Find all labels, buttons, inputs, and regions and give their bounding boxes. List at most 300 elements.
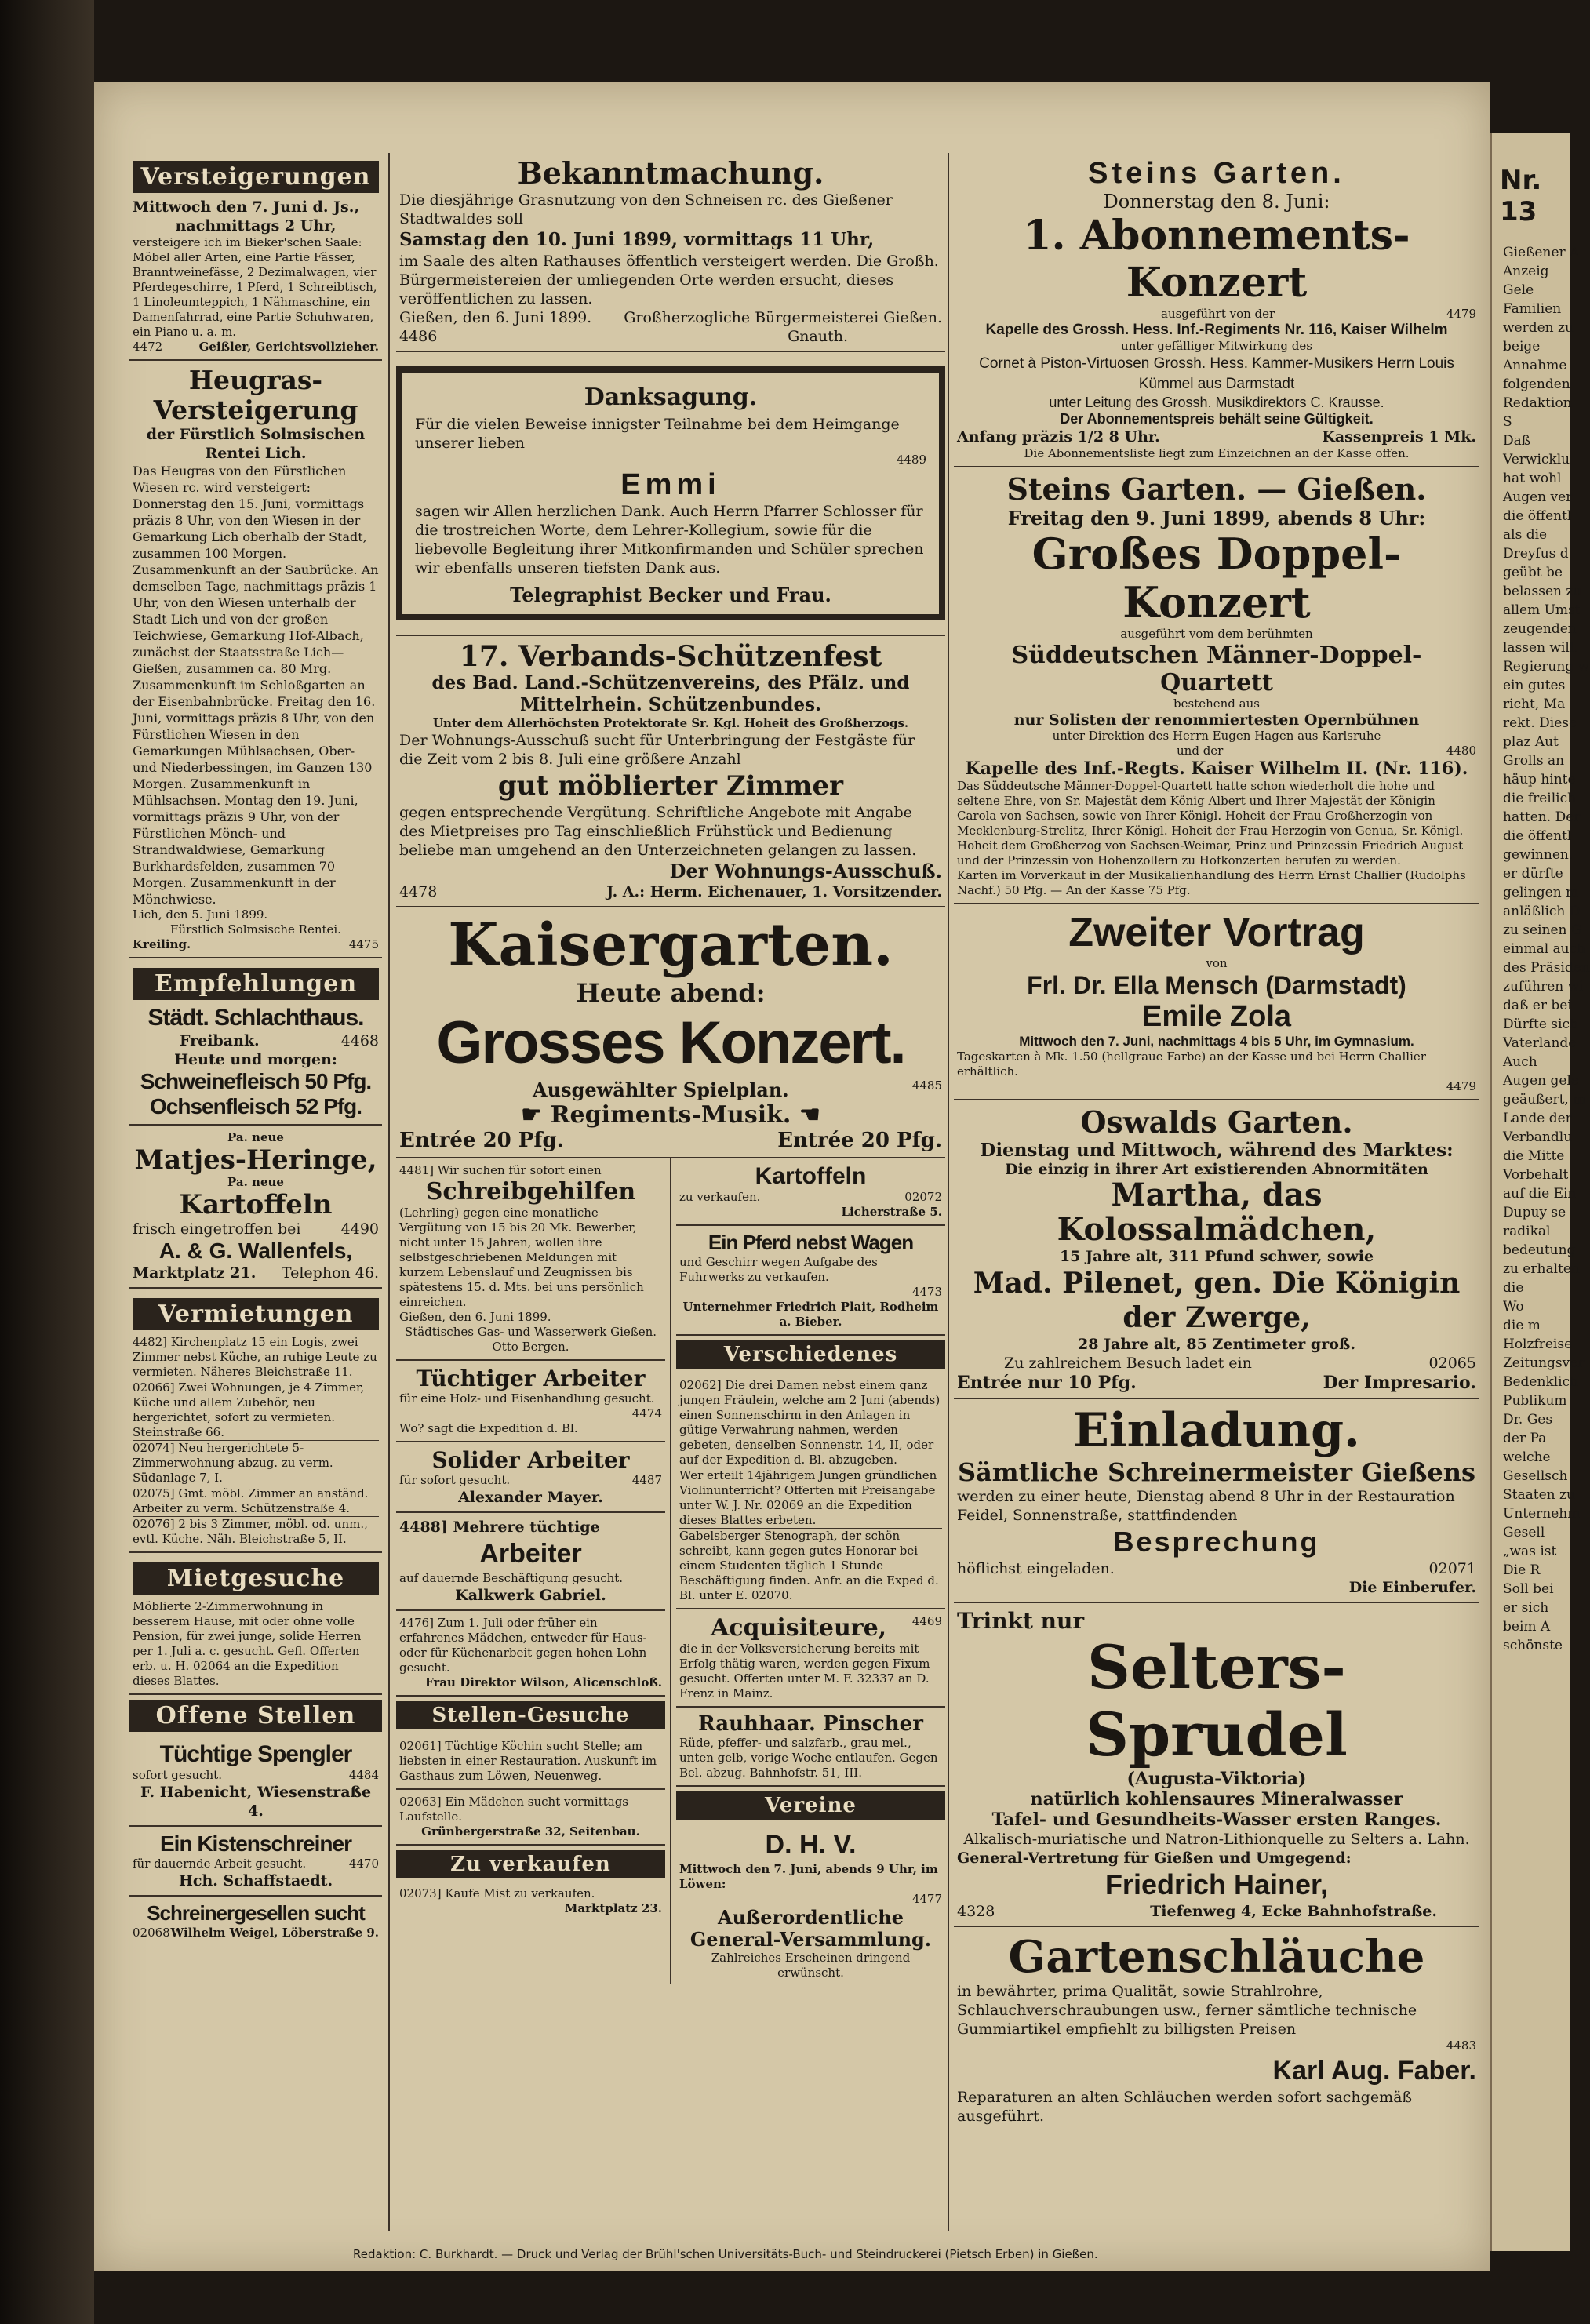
verschiedenes-item: Wer erteilt 14jährigem Jungen gründlichen Violinunterricht? Offerten mit Preisangabe unter W. J. Nr. 02069 an die Expedition dieses Blattes erbeten. [679, 1468, 942, 1529]
faber-name: Karl Aug. Faber. [1272, 2056, 1476, 2086]
verschiedenes-item: 02062] Die drei Damen nebst einem ganz jungen Fräulein, welche am 2 Juni (abends) einen Sonnenschirm in den Anlagen in gütige Verwahrung nahmen, werden gebeten, denselben Sonnenstr. 14, II, oder auf der Expedition d. Bl. abzugeben. [679, 1378, 942, 1468]
abo-kapelle: Kapelle des Grossh. Hess. Inf.-Regiments Nr. 116, Kaiser Wilhelm [985, 322, 1448, 338]
pferd-title: Ein Pferd nebst Wagen [708, 1231, 914, 1254]
vortrag-ad [954, 904, 1479, 1100]
quartett-name: Süddeutschen Männer-Doppel-Quartett [1011, 642, 1422, 696]
bekanntmachung-date: Samstag den 10. Juni 1899, vormittags 11 Uhr, [399, 229, 875, 250]
column-1 [129, 151, 382, 2239]
abo-leitung: unter Leitung des Grossh. Musikdirektors C. Krausse. [1049, 395, 1384, 410]
adjacent-page-line: Grolls an [1503, 753, 1565, 769]
adjacent-page-line: belassen zu [1503, 584, 1582, 599]
column-3 [954, 151, 1479, 2239]
schreinermeister-title: Sämtliche Schreinermeister Gießens [957, 1457, 1476, 1487]
rental-item: 02076] 2 bis 3 Zimmer, möbl. od. unm., evtl. Küche. Näh. Bleichstraße 5, II. [133, 1517, 368, 1546]
abo-anfang: Anfang präzis 1/2 8 Uhr. [957, 428, 1160, 446]
adjacent-page-line: „was ist [1503, 1544, 1557, 1559]
adjacent-page-text [1492, 243, 1590, 1655]
ad-number: 4468 [340, 1032, 379, 1049]
regiment-music [399, 1101, 942, 1129]
adjacent-page-line: radikal [1503, 1224, 1551, 1239]
pa-neue-label: Pa. neue [227, 1175, 284, 1189]
hainer-address: Tiefenweg 4, Ecke Bahnhofstraße. [1150, 1903, 1437, 1920]
adjacent-page-line: der Pa [1503, 1431, 1547, 1446]
schreibgehilfe-place: Gießen, den 6. Juni 1899. [399, 1310, 551, 1324]
doppel-konzert-date: Freitag den 9. Juni 1899, abends 8 Uhr: [1007, 507, 1426, 529]
schreibgehilfe-signature: Städtisches Gas- und Wasserwerk Gießen. [404, 1325, 657, 1339]
rental-item: 02066] Zwei Wohnungen, je 4 Zimmer, Küche und allem Zubehör, neu hergerichtet, sofort zu vermieten. Steinstraße 66. [133, 1380, 379, 1441]
solisten: nur Solisten der renommiertesten Opernbühnen [1013, 711, 1420, 729]
pinscher-ad [676, 1708, 945, 1787]
danksagung-frame [396, 366, 945, 620]
oswalds-entry: Entrée nur 10 Pfg. [957, 1373, 1137, 1393]
selters-body: natürlich kohlensaures Mineralwasser [1030, 1789, 1403, 1809]
adjacent-page-line: gewinnen. [1503, 847, 1574, 863]
adjacent-page-strip [1490, 133, 1590, 2251]
selters-vertretung: General-Vertretung für Gießen und Umgegend: [957, 1849, 1352, 1867]
solider-arbeiter-name: Alexander Mayer. [458, 1489, 603, 1506]
section-header-stellen-gesuche: Stellen-Gesuche [396, 1701, 665, 1729]
verkauf-ad [396, 1883, 665, 1919]
pilenet-body: 28 Jahre alt, 85 Zentimeter groß. [1078, 1336, 1355, 1353]
dhv-note: Zahlreiches Erscheinen dringend erwünscht. [711, 1951, 911, 1980]
schreibgehilfe-lead: 4481] Wir suchen für sofort einen [399, 1163, 602, 1177]
column-rule [948, 153, 949, 2231]
ad-number: 02072 [904, 1190, 942, 1204]
adjacent-page-line: Lande der [1503, 1111, 1572, 1126]
schreibgehilfe-name: Otto Bergen. [492, 1340, 569, 1354]
dhv-body: Mittwoch den 7. Juni, abends 9 Uhr, im Löwen: [679, 1862, 938, 1891]
pointing-hand-icon: ☚ [791, 1101, 820, 1129]
classified-left [396, 1158, 671, 1984]
adjacent-page-line: die öffentl [1503, 508, 1572, 524]
column-2 [396, 151, 945, 2239]
adjacent-page-line: häup hinte [1503, 772, 1576, 787]
kartoffeln-ad [676, 1158, 945, 1226]
ad-number: 4479 [1446, 307, 1476, 321]
adjacent-page-line: Vaterlande [1503, 1035, 1577, 1051]
adjacent-page-line: Verbandlu [1503, 1129, 1573, 1145]
pointing-hand-icon: ☛ [521, 1101, 551, 1129]
vortrag-speaker: Frl. Dr. Ella Mensch (Darmstadt) [1027, 971, 1406, 999]
rental-item: 02075] Gmt. möbl. Zimmer an anständ. Arbeiter zu verm. Schützenstraße 4. [133, 1486, 379, 1517]
adjacent-page-line: Dupuy se [1503, 1205, 1566, 1220]
adjacent-page-line: zu seinen G [1503, 922, 1582, 938]
vortrag-date: Mittwoch den 7. Juni, nachmittags 4 bis 5 Uhr, im Gymnasium. [1019, 1034, 1414, 1049]
rentals-section [129, 1289, 382, 1553]
selters-lead: Trinkt nur [957, 1608, 1085, 1634]
ad-number: 4484 [348, 1768, 379, 1782]
kistenschreiner-ad [129, 1827, 382, 1897]
auction-time: nachmittags 2 Uhr, [175, 217, 337, 235]
vortrag-title: Zweiter Vortrag [1068, 910, 1365, 955]
pferd-body: und Geschirr wegen Aufgabe des Fuhrwerks zu verkaufen. [679, 1255, 878, 1284]
martha-title: Martha, das Kolossalmädchen, [1057, 1177, 1377, 1248]
schlachthaus-title: Städt. Schlachthaus. [147, 1005, 364, 1031]
section-header-offene-stellen: Offene Stellen [129, 1700, 382, 1732]
ad-number: 4486 [399, 328, 438, 345]
selters-body: Tafel- und Gesundheits-Wasser ersten Ranges. [991, 1809, 1442, 1830]
pferd-signature: Unternehmer Friedrich Plait, Rodheim a. Bieber. [682, 1300, 939, 1329]
adjacent-page-line: Zeitungsver [1503, 1355, 1585, 1371]
adjacent-page-line: des Präsiden [1503, 960, 1590, 976]
ad-number: 4470 [348, 1857, 379, 1871]
verschiedenes-item: Gabelsberger Stenograph, der schön schreibt, kann gegen gutes Honorar bei einem Studenten täglich 1 Stunde Beschäftigung finden. Anfr. an die Exped d. Bl. unter E. 02070. [679, 1529, 939, 1602]
ad-number: 4490 [340, 1220, 379, 1238]
kalkwerk-ad [396, 1513, 665, 1611]
kartoffeln-sale-address: Licherstraße 5. [841, 1205, 942, 1219]
adjacent-page-line: beim A [1503, 1619, 1551, 1635]
adjacent-page-line: die öffentl [1503, 828, 1572, 844]
abo-kasse: Kassenpreis 1 Mk. [1322, 428, 1476, 446]
adjacent-page-line: gelingen m [1503, 885, 1579, 900]
adjacent-page-line: Holzfreise [1503, 1337, 1573, 1352]
abo-by: ausgeführt von der [1161, 307, 1275, 321]
heugras-title: Heugras-Versteigerung [153, 365, 358, 425]
adjacent-page-line: Redaktion [1503, 395, 1572, 411]
adjacent-page-line: welche [1503, 1449, 1551, 1465]
spengler-title: Tüchtige Spengler [159, 1741, 352, 1767]
einladung-ad [954, 1399, 1479, 1603]
kartoffeln-sale-title: Kartoffeln [755, 1163, 867, 1189]
today-tomorrow: Heute und morgen: [174, 1051, 337, 1068]
acquisiteure-body: die in der Volksversicherung bereits mit Erfolg thätig waren, werden gegen Fixum gesucht. Offerten unter M. F. 32337 an D. Frenz in Mainz. [679, 1642, 930, 1700]
kalkwerk-body: auf dauernde Beschäftigung gesucht. [399, 1571, 624, 1585]
section-header-vermietungen: Vermietungen [133, 1298, 379, 1330]
oswalds-garten-date: Dienstag und Mittwoch, während des Marktes: [980, 1140, 1454, 1161]
verkauf-address: Marktplatz 23. [564, 1901, 662, 1915]
pinscher-body: Rüde, pfeffer- und salzfarb., grau mel., unten gelb, vorige Woche entlaufen. Gegen Bel. abzug. Bahnhofstr. 51, III. [679, 1736, 938, 1780]
adjacent-page-line: einmal auch [1503, 941, 1586, 957]
schuetzenfest-title: 17. Verbands-Schützenfest [459, 640, 882, 673]
abo-unter: unter gefälliger Mitwirkung des [1121, 339, 1312, 353]
spengler-text: sofort gesucht. [133, 1768, 222, 1782]
wallenfels-address: Marktplatz 21. [133, 1264, 257, 1282]
adjacent-page-line: Soll bei [1503, 1581, 1554, 1597]
ad-number: 4485 [911, 1078, 942, 1093]
wallenfels-phone: Telephon 46. [281, 1264, 379, 1282]
gartenschlaeuche-body: in bewährter, prima Qualität, sowie Strahlrohre, Schlauchverschraubungen usw., ferner sämtliche technische Gummiartikel empfiehlt zu billigsten Preisen [957, 1983, 1417, 2038]
dhv-meeting: Außerordentliche General-Versammlung. [689, 1906, 932, 1951]
stellen-gesuche-ad [396, 1734, 665, 1790]
abo-preis: Der Abonnementspreis behält seine Gültigkeit. [1060, 411, 1374, 427]
adjacent-page-line: hatten. Der [1503, 809, 1581, 825]
ad-number: 4487 [631, 1473, 662, 1487]
selters-ad [954, 1603, 1479, 1927]
adjacent-page-line: zu erhalten [1503, 1261, 1580, 1277]
arbeiter-body: für eine Holz- und Eisenhandlung gesucht. [399, 1391, 655, 1406]
kaisergarten-ad [396, 907, 945, 1158]
adjacent-page-line: zuführen wi [1503, 979, 1584, 995]
pa-neue-label: Pa. neue [227, 1130, 284, 1144]
kistenschreiner-text: für dauernde Arbeit gesucht. [133, 1857, 307, 1871]
impresario: Der Impresario. [1323, 1373, 1476, 1393]
adjacent-page-line: Dr. Ges [1503, 1412, 1553, 1427]
adjacent-page-line: allem Umst [1503, 602, 1581, 618]
adjacent-page-line: Die R [1503, 1562, 1541, 1578]
schuetzenfest-body: Der Wohnungs-Ausschuß sucht für Unterbringung der Festgäste für die Zeit vom 2 bis 8. Juli eine größere Anzahl [399, 732, 915, 768]
ad-number: 02071 [1428, 1560, 1476, 1577]
adjacent-page-line: auf die Ein [1503, 1186, 1577, 1202]
kapelle-kaiser-wilhelm: Kapelle des Inf.-Regts. Kaiser Wilhelm II. (Nr. 116). [965, 758, 1468, 779]
adjacent-page-line: hat wohl [1503, 471, 1562, 486]
tonight-label: Heute abend: [576, 978, 766, 1008]
newspaper-page [94, 82, 1490, 2271]
kartoffeln-sale-body: zu verkaufen. [679, 1190, 761, 1204]
adjacent-page-line: Familien [1503, 301, 1562, 317]
ad-number: 02065 [1428, 1355, 1476, 1372]
acquisiteure-ad [676, 1609, 945, 1708]
adjacent-page-number: Nr. 13 [1500, 165, 1542, 227]
abo-cornet: Cornet à Piston-Virtuosen Grossh. Hess. Kammer-Musikers Herrn Louis Kümmel aus Darmstadt [979, 355, 1454, 392]
arbeiter-title: Tüchtiger Arbeiter [416, 1366, 646, 1391]
bekanntmachung-signature: Großherzogliche Bürgermeisterei Gießen. [624, 309, 942, 326]
und-der: und der [1177, 744, 1224, 758]
ad-number: 4328 [957, 1903, 995, 1920]
adjacent-page-line: Vorbehalt [1503, 1167, 1569, 1183]
adjacent-page-line: er dürfte [1503, 866, 1563, 882]
schuetzenfest-subtitle: des Bad. Land.-Schützenvereins, des Pfälz. und Mittelrhein. Schützenbundes. [431, 672, 910, 715]
wallenfels-name: A. & G. Wallenfels, [158, 1238, 353, 1263]
auction-ad [129, 151, 382, 361]
heugras-place: Lich, den 5. Juni 1899. [133, 907, 268, 922]
entry-price: Entrée 20 Pfg. [777, 1129, 942, 1152]
adjacent-page-line: daß er bei [1503, 998, 1572, 1013]
kalkwerk-title: Arbeiter [479, 1539, 582, 1569]
dhv-title: D. H. V. [765, 1830, 857, 1860]
ad-number: 4489 [896, 453, 926, 467]
heugras-signature: Fürstlich Solmsische Rentei. [170, 922, 341, 937]
schuetzenfest-signature: J. A.: Herm. Eichenauer, 1. Vorsitzender. [606, 883, 942, 900]
solider-arbeiter-body: für sofort gesucht. [399, 1473, 511, 1487]
adjacent-page-line: Daß [1503, 433, 1531, 449]
steins-garten-title: Steins Garten. [1088, 157, 1345, 190]
hainer-name: Friedrich Hainer, [1104, 1868, 1329, 1900]
doppel-konzert-ad [954, 467, 1479, 904]
entry-price: Entrée 20 Pfg. [399, 1129, 564, 1152]
adjacent-page-line: Augen gele [1503, 1073, 1579, 1089]
gartenschlaeuche-title: Gartenschläuche [1008, 1931, 1425, 1983]
schuetzenfest-committee: Der Wohnungs-Ausschuß. [669, 860, 942, 882]
doppel-konzert-body: Das Süddeutsche Männer-Doppel-Quartett hatte schon wiederholt die hohe und seltene Ehre, von Sr. Majestät dem König Albert und Ihrer Majestät der Königin Carola von Sachsen, sowie von Ihrer Königl. Hoheit der Frau Großherzogin von Mecklenburg-Strelitz, Ihrer Königl. Hoheit der Frau Herzogin von Genua, Sr. Königl. Hoheit dem Großherzog von Sachsen-Weimar, Prinz und Prinzessin Friedrich August und der Prinzessin von Hohenzollern zu Hofkonzerten berufen zu werden. [957, 779, 1464, 867]
imprint-footer: Redaktion: C. Burkhardt. — Druck und Verlag der Brühl'schen Universitäts-Buch- und Steindruckerei (Pietsch Erben) in Gießen. [353, 2247, 1098, 2261]
auction-body: versteigere ich im Bieker'schen Saale: Möbel aller Arten, eine Partie Fässer, Branntweinefässe, 2 Dezimalwagen, vier Pferdegeschirre, 1 Pferd, 1 Schreibtisch, 1 Linoleumteppich, 1 Nähmaschine, ein Damenfahrrad, eine Partie Schuhwaren, ein Piano u. a. m. [133, 235, 377, 339]
adjacent-page-line: Gesell [1503, 1525, 1545, 1540]
adjacent-page-line: Dreyfus d [1503, 546, 1569, 562]
adjacent-page-line: Augen ver [1503, 489, 1573, 505]
wanted-rental-body: Möblierte 2-Zimmerwohnung in besserem Hause, mit oder ohne volle Pension, für zwei junge, solide Herren per 1. Juli a. c. gesucht. Gefl. Offerten erb. u. H. 02064 an die Expedition dieses Blattes. [133, 1599, 362, 1688]
einladung-title: Einladung. [1073, 1403, 1360, 1458]
bekanntmachung-place: Gießen, den 6. Juni 1899. [399, 309, 592, 326]
bekanntmachung-body: im Saale des alten Rathauses öffentlich versteigert werden. Die Großh. Bürgermeistereien der umliegenden Orte werden ersucht, dieses veröffentlichen zu lassen. [399, 253, 939, 307]
ad-number: 4472 [133, 340, 163, 354]
heugras-name: Kreiling. [133, 937, 191, 951]
einladung-body: werden zu einer heute, Dienstag abend 8 Uhr in der Restauration Feidel, Sonnenstraße, stattfindenden [957, 1488, 1455, 1524]
abo-liste: Die Abonnementsliste liegt zum Einzeichnen an der Kasse offen. [1024, 446, 1410, 460]
auction-date: Mittwoch den 7. Juni d. Js., [133, 198, 359, 216]
column-rule [388, 153, 390, 2231]
selters-title: Selters-Sprudel [1086, 1632, 1348, 1769]
rental-item: 4482] Kirchenplatz 15 ein Logis, zwei Zimmer nebst Küche, an ruhige Leute zu vermieten. Näheres Bleichstraße 11. [133, 1335, 379, 1380]
heugras-subtitle: der Fürstlich Solmsischen Rentei Lich. [146, 426, 366, 462]
einberufer: Die Einberufer. [1348, 1579, 1476, 1596]
maedchen-address: Grünbergerstraße 32, Seitenbau. [421, 1824, 640, 1838]
adjacent-page-line: plaz Aut [1503, 734, 1559, 750]
danksagung-name: Emmi [620, 468, 721, 501]
schreinergesellen-title: Schreinergesellen sucht [147, 1901, 365, 1925]
selters-body: Alkalisch-muriatische und Natron-Lithionquelle zu Selters a. Lahn. [963, 1831, 1470, 1848]
arbeiter-expedition: Wo? sagt die Expedition d. Bl. [399, 1421, 578, 1435]
solisten-direction: unter Direktion des Herrn Eugen Hagen aus Karlsruhe [1052, 729, 1381, 743]
konzert-title: Grosses Konzert. [436, 1009, 905, 1076]
classified-columns [396, 1158, 945, 1984]
section-header-empfehlungen: Empfehlungen [133, 968, 379, 1000]
steins-garten-date: Donnerstag den 8. Juni: [1103, 191, 1330, 213]
bekanntmachung-ad [396, 151, 945, 352]
ad-number: 4478 [399, 883, 438, 900]
kalkwerk-lead: 4488] Mehrere tüchtige [399, 1518, 600, 1536]
adjacent-page-line: bedeutung [1503, 1242, 1576, 1258]
schreibgehilfe-ad [396, 1158, 665, 1361]
adjacent-page-line: Regierung w [1503, 659, 1590, 675]
adjacent-page-line: zeugenden [1503, 621, 1577, 637]
classified-right [671, 1158, 945, 1984]
pinscher-title: Rauhhaar. Pinscher [698, 1712, 923, 1736]
adjacent-page-line: die Mitte [1503, 1148, 1565, 1164]
adjacent-page-line: ein gutes [1503, 678, 1566, 693]
adjacent-page-line: folgenden [1503, 376, 1570, 392]
oswalds-garten-title: Oswalds Garten. [1080, 1104, 1353, 1140]
schuetzenfest-protectorate: Unter dem Allerhöchsten Protektorate Sr. Kgl. Hoheit des Großherzogs. [432, 716, 909, 730]
heugras-body: Das Heugras von den Fürstlichen Wiesen rc. wird versteigert: Donnerstag den 15. Juni, vormittags präzis 8 Uhr, von den Wiesen in der Gemarkung Lich oberhalb der Stadt, zusammen 100 Morgen. Zusammenkunft an der Saubrücke. An demselben Tage, nachmittags präzis 1 Uhr, von den Wiesen unterhalb der Stadt Lich und von der großen Teichwiese, Gemarkung Hof-Albach, zunächst der Staatsstraße Lich—Gießen, zusammen ca. 80 Mrg. Zusammenkunft im Schloßgarten an der Eisenbahnbrücke. Freitag den 16. Juni, vormittags präzis 8 Uhr, von den Fürstlichen Wiesen in den Gemarkungen Mühlsachsen, Ober- und Niederbessingen, im Ganzen 130 Morgen. Zusammenkunft in Mühlsachsen. Montag den 19. Juni, vormittags präzis 9 Uhr, von der Fürstlichen Mönch- und Strandwaldwiese, Gemarkung Burkhardsfelden, zusammen 70 Morgen. Zusammenkunft in der Mönchwiese. [133, 464, 379, 907]
vortrag-von: von [1206, 956, 1228, 970]
ad-number: 4474 [631, 1406, 662, 1420]
steins-garten-giessen-title: Steins Garten. — Gießen. [1006, 471, 1427, 507]
maedchen-ad [396, 1790, 665, 1846]
adjacent-page-line: als die [1503, 527, 1548, 543]
verkauf-body: 02073] Kaufe Mist zu verkaufen. [399, 1886, 595, 1900]
adjacent-page-line: Verwicklu [1503, 452, 1570, 467]
kistenschreiner-title: Ein Kistenschreiner [160, 1831, 351, 1856]
schuetzenfest-rooms: gut möblierter Zimmer [497, 770, 844, 802]
schuetzenfest-ad [396, 636, 945, 907]
habenicht-signature: F. Habenicht, Wiesenstraße 4. [140, 1784, 372, 1820]
adjacent-page-line: werden zu [1503, 320, 1574, 336]
section-header-verschiedenes: Verschiedenes [676, 1340, 945, 1369]
schreibgehilfe-title: Schreibgehilfen [425, 1178, 636, 1206]
schuetzenfest-body: gegen entsprechende Vergütung. Schriftliche Angebote mit Angabe des Mietpreises pro Tag einschließlich Frühstück und Bedienung beliebe man umgehend an den Unterzeichneten gelangen zu lassen. [399, 804, 917, 859]
ad-number: 4479 [1446, 1079, 1476, 1093]
adjacent-page-line: lassen will. [1503, 640, 1578, 656]
steins-garten-abo-ad [954, 151, 1479, 467]
adjacent-page-line: schönste [1503, 1638, 1563, 1653]
danksagung-title: Danksagung. [584, 384, 758, 411]
recommendations-section [129, 958, 382, 1126]
auction-signature: Geißler, Gerichtsvollzieher. [198, 340, 379, 354]
wallenfels-ad [129, 1126, 382, 1289]
program-label: Ausgewählter Spielplan. [533, 1078, 789, 1101]
doppel-konzert-title: Großes Doppel-Konzert [1031, 529, 1402, 627]
section-header-versteigerungen: Versteigerungen [133, 161, 379, 193]
besuch-invite: Zu zahlreichem Besuch ladet ein [1004, 1355, 1252, 1372]
ad-number: 4475 [348, 937, 379, 951]
regiment-label: Regiments-Musik. [550, 1101, 791, 1129]
bekanntmachung-name: Gnauth. [788, 328, 848, 345]
gartenschlaeuche-ad [954, 1927, 1479, 2130]
acquisiteure-title: Acquisiteure, [711, 1614, 887, 1642]
koechin-body: 4476] Zum 1. Juli oder früher ein erfahrenes Mädchen, entweder für Haus- oder für Küchenarbeit gegen hohen Lohn gesucht. [399, 1616, 647, 1675]
koechin-ad [396, 1611, 665, 1697]
doppel-konzert-by: ausgeführt vom dem berühmten [1120, 627, 1313, 641]
open-positions-section [129, 1700, 382, 1945]
adjacent-page-line: geübt be [1503, 565, 1563, 580]
bekanntmachung-body: Die diesjährige Grasnutzung von den Schneisen rc. des Gießener Stadtwaldes soll [399, 191, 893, 227]
adjacent-page-line: richt, Ma [1503, 696, 1566, 712]
section-header-vereine: Vereine [676, 1791, 945, 1820]
maedchen-body: 02063] Ein Mädchen sucht vormittags Laufstelle. [399, 1795, 628, 1824]
fresh-arrived: frisch eingetroffen bei [133, 1220, 301, 1238]
adjacent-page-line: Gele [1503, 282, 1534, 298]
rental-item: 02074] Neu hergerichtete 5-Zimmerwohnung abzug. zu verm. Südanlage 7, I. [133, 1441, 379, 1486]
adjacent-page-line: Anzeig [1503, 264, 1549, 279]
verschiedenes-ad [676, 1373, 945, 1609]
beef-price: Ochsenfleisch 52 Pfg. [150, 1094, 362, 1118]
doppel-konzert-tickets: Karten im Vorverkauf in der Musikalienhandlung des Herrn Ernst Challier (Rudolphs Nachf.) 50 Pfg. — An der Kasse 75 Pfg. [957, 868, 1466, 897]
danksagung-signature: Telegraphist Becker und Frau. [510, 584, 831, 606]
martha-body: 15 Jahre alt, 311 Pfund schwer, sowie [1059, 1248, 1374, 1265]
selters-augusta: (Augusta-Viktoria) [1126, 1769, 1307, 1789]
adjacent-page-line: Auch [1503, 1054, 1537, 1070]
book-spine [0, 0, 94, 2324]
stellen-gesuche-body: 02061] Tüchtige Köchin sucht Stelle; am liebsten in einer Restauration. Auskunft im Gasthaus zum Löwen, Neuenweg. [399, 1739, 657, 1783]
adjacent-page-line: Dürfte sich [1503, 1017, 1578, 1032]
oswalds-garten-sub: Die einzig in ihrer Art existierenden Abnormitäten [1005, 1161, 1428, 1178]
abo-konzert-title: 1. Abonnements-Konzert [1023, 212, 1410, 307]
section-header-mietgesuche: Mietgesuche [133, 1562, 379, 1595]
adjacent-page-line: Publikum [1503, 1393, 1567, 1409]
adjacent-page-line: die [1503, 1280, 1524, 1296]
adjacent-page-line: Gesellsch [1503, 1468, 1568, 1484]
freibank-label: Freibank. [180, 1032, 260, 1049]
adjacent-page-line: anläßlich D [1503, 904, 1581, 919]
danksagung-body: Für die vielen Beweise innigster Teilnahme bei dem Heimgange unserer lieben [415, 416, 900, 452]
adjacent-page-line: rekt. Diese [1503, 715, 1577, 731]
oswalds-garten-ad [954, 1100, 1479, 1399]
adjacent-page-line: S [1503, 414, 1512, 430]
einladung-hoeflich: höflichst eingeladen. [957, 1560, 1115, 1577]
bekanntmachung-title: Bekanntmachung. [517, 155, 824, 191]
adjacent-page-line: Unternehm [1503, 1506, 1581, 1522]
adjacent-page-line: Staaten zu [1503, 1487, 1575, 1503]
koechin-signature: Frau Direktor Wilson, Alicenschloß. [425, 1675, 662, 1689]
solider-arbeiter-ad [396, 1442, 665, 1513]
bestehend: bestehend aus [1173, 696, 1260, 711]
kaisergarten-title: Kaisergarten. [448, 911, 893, 979]
pferd-ad [676, 1226, 945, 1336]
kalkwerk-name: Kalkwerk Gabriel. [455, 1587, 606, 1604]
matjes-title: Matjes-Heringe, [134, 1144, 377, 1176]
adjacent-page-line: die freilich [1503, 791, 1577, 806]
adjacent-page-line: die m [1503, 1318, 1541, 1333]
adjacent-page-line: Bedenklich [1503, 1374, 1579, 1390]
heugras-ad [129, 361, 382, 958]
adjacent-page-line: Annahme [1503, 358, 1567, 373]
solider-arbeiter-title: Solider Arbeiter [431, 1447, 630, 1473]
pilenet-title: Mad. Pilenet, gen. Die Königin der Zwerge, [973, 1267, 1461, 1334]
ad-number: 4477 [911, 1892, 942, 1906]
dhv-ad [676, 1824, 945, 1984]
section-header-zu-verkaufen: Zu verkaufen [396, 1850, 665, 1878]
ad-number: 02068 [133, 1926, 170, 1940]
